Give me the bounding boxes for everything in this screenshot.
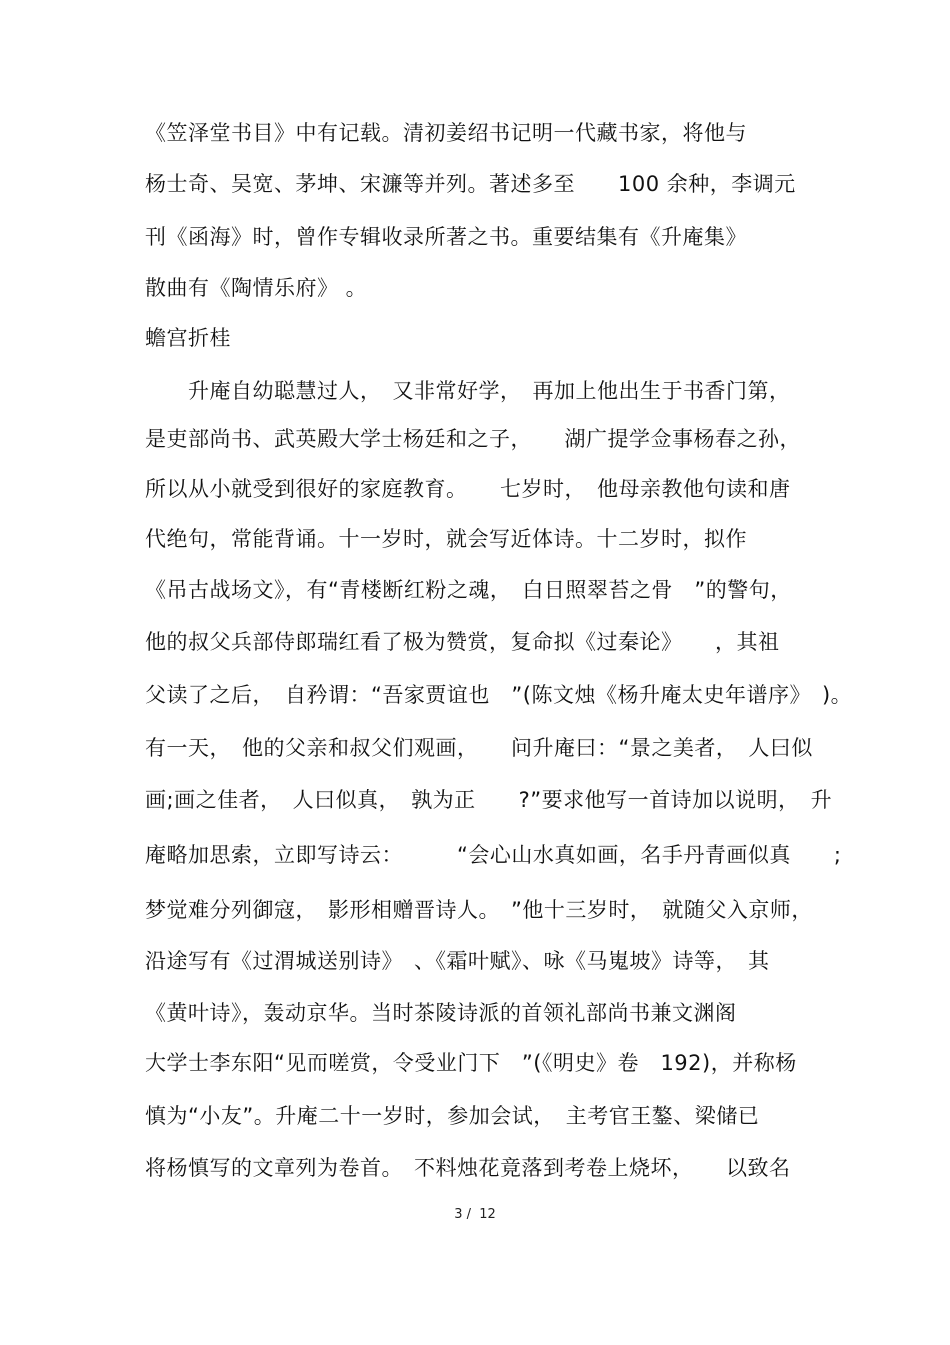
page-number: 3 / 12 — [454, 1207, 496, 1222]
text-line: 父读了之后， 自矜谓：“吾家贾谊也 ”(陈文烛《杨升庵太史年谱序》 )。 — [145, 683, 853, 707]
text-line: 《吊古战场文》，有“青楼断红粉之魂， 白日照翠苔之骨 ”的警句， — [145, 578, 792, 602]
text-line: 刊《函海》时，曾作专辑收录所著之书。重要结集有《升庵集》 — [145, 225, 747, 249]
text-line: 是吏部尚书、武英殿大学士杨廷和之子， 湖广提学佥事杨春之孙， — [145, 427, 801, 451]
text-line: 大学士李东阳“见而嗟赏，令受业门下 ”(《明史》卷 192)，并称杨 — [145, 1051, 797, 1075]
text-line: 画;画之佳者， 人曰似真， 孰为正 ?”要求他写一首诗加以说明， 升 — [145, 788, 833, 812]
text-line: 所以从小就受到很好的家庭教育。 七岁时， 他母亲教他句读和唐 — [145, 477, 791, 501]
text-line: 升庵自幼聪慧过人， 又非常好学， 再加上他出生于书香门第， — [145, 379, 791, 403]
text-line: 庵略加思索，立即写诗云： “会心山水真如画，名手丹青画似真 ; — [145, 843, 842, 867]
text-line: 慎为“小友”。升庵二十一岁时，参加会试， 主考官王鏊、梁储已 — [145, 1104, 760, 1128]
text-line: 有一天， 他的父亲和叔父们观画， 问升庵曰：“景之美者， 人曰似 — [145, 736, 813, 760]
text-line: 梦觉难分列御寇， 影形相赠晋诗人。 ”他十三岁时， 就随父入京师， — [145, 898, 813, 922]
text-line: 《黄叶诗》，轰动京华。当时茶陵诗派的首领礼部尚书兼文渊阁 — [145, 1001, 737, 1025]
text-line: 《笠泽堂书目》中有记载。清初姜绍书记明一代藏书家，将他与 — [145, 121, 747, 145]
text-line: 将杨慎写的文章列为卷首。 不料烛花竟落到考卷上烧坏， 以致名 — [145, 1156, 791, 1180]
text-line: 代绝句，常能背诵。十一岁时，就会写近体诗。十二岁时，拟作 — [145, 527, 747, 551]
text-line: 沿途写有《过渭城送别诗》 、《霜叶赋》、咏《马嵬坡》诗等， 其 — [145, 949, 770, 973]
text-line: 杨士奇、吴宽、茅坤、宋濂等并列。著述多至 100 余种，李调元 — [145, 172, 796, 196]
text-line: 散曲有《陶情乐府》 。 — [145, 276, 368, 300]
section-heading: 蟾宫折桂 — [145, 326, 231, 350]
text-line: 他的叔父兵部侍郎瑞红看了极为赞赏，复命拟《过秦论》 ，其祖 — [145, 630, 780, 654]
